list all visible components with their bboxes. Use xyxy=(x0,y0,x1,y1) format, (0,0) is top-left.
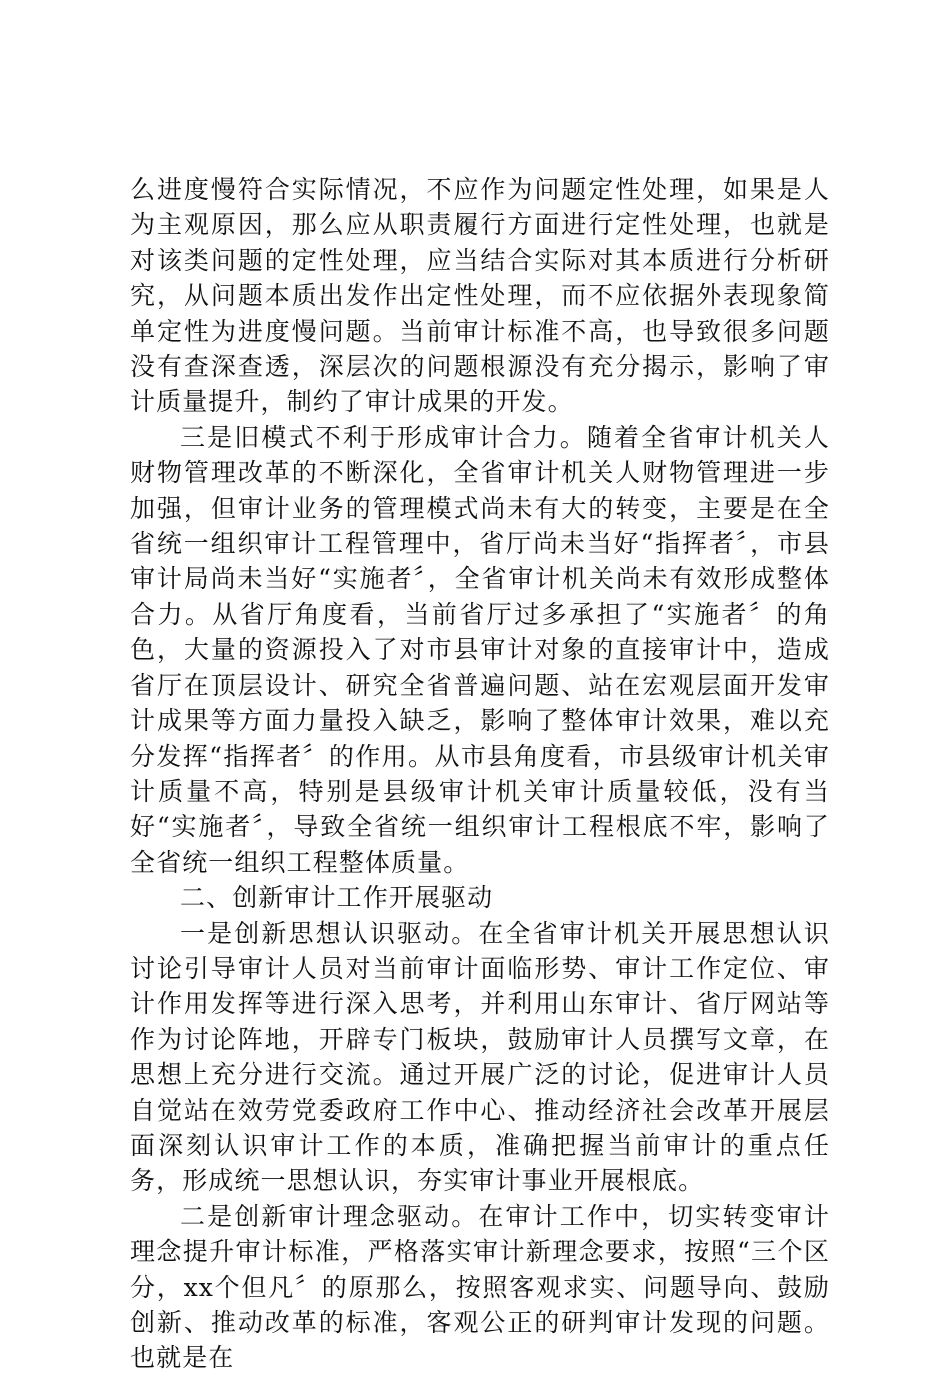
paragraph-old-mode: 三是旧模式不利于形成审计合力。随着全省审计机关人财物管理改革的不断深化，全省审计机关人财物管理进一步加强，但审计业务的管理模式尚未有大的转变，主要是在全省统一组织审计工程管理中，省厅尚未当好“指挥者〞，市县审计局尚未当好“实施者〞，全省审计机关尚未有效形成整体合力。从省厅角度看，当前省厅过多承担了“实施者〞的角色，大量的资源投入了对市县审计对象的直接审计中，造成省厅在顶层设计、研究全省普遍问题、站在宏观层面开发审计成果等方面力量投入缺乏，影响了整体审计效果，难以充分发挥“指挥者〞的作用。从市县角度看，市县级审计机关审计质量不高，特别是县级审计机关审计质量较低，没有当好“实施者〞，导致全省统一组织审计工程根底不牢，影响了全省统一组织工程整体质量。 xyxy=(130,422,830,877)
paragraph-continuation: 么进度慢符合实际情况，不应作为问题定性处理，如果是人为主观原因，那么应从职责履行方面进行定性处理，也就是对该类问题的定性处理，应当结合实际对其本质进行分析研究，从问题本质出发作出定性处理，而不应依据外表现象简单定性为进度慢问题。当前审计标准不高，也导致很多问题没有查深查透，深层次的问题根源没有充分揭示，影响了审计质量提升，制约了审计成果的开发。 xyxy=(130,175,830,417)
document-body xyxy=(130,172,830,1376)
paragraph-audit-concept: 二是创新审计理念驱动。在审计工作中，切实转变审计理念提升审计标准，严格落实审计新理念要求，按照“三个区分，xx个但凡〞的原那么，按照客观求实、问题导向、鼓励创新、推动改革的标准，客观公正的研判审计发现的问题。也就是在 xyxy=(130,1201,830,1373)
paragraph-thinking-innovation: 一是创新思想认识驱动。在全省审计机关开展思想认识讨论引导审计人员对当前审计面临形势、审计工作定位、审计作用发挥等进行深入思考，并利用山东审计、省厅网站等作为讨论阵地，开辟专门板块，鼓励审计人员撰写文章，在思想上充分进行交流。通过开展广泛的讨论，促进审计人员自觉站在效劳党委政府工作中心、推动经济社会改革开展层面深刻认识审计工作的本质，准确把握当前审计的重点任务，形成统一思想认识，夯实审计事业开展根底。 xyxy=(130,918,830,1196)
section-heading: 二、创新审计工作开展驱动 xyxy=(180,883,494,913)
